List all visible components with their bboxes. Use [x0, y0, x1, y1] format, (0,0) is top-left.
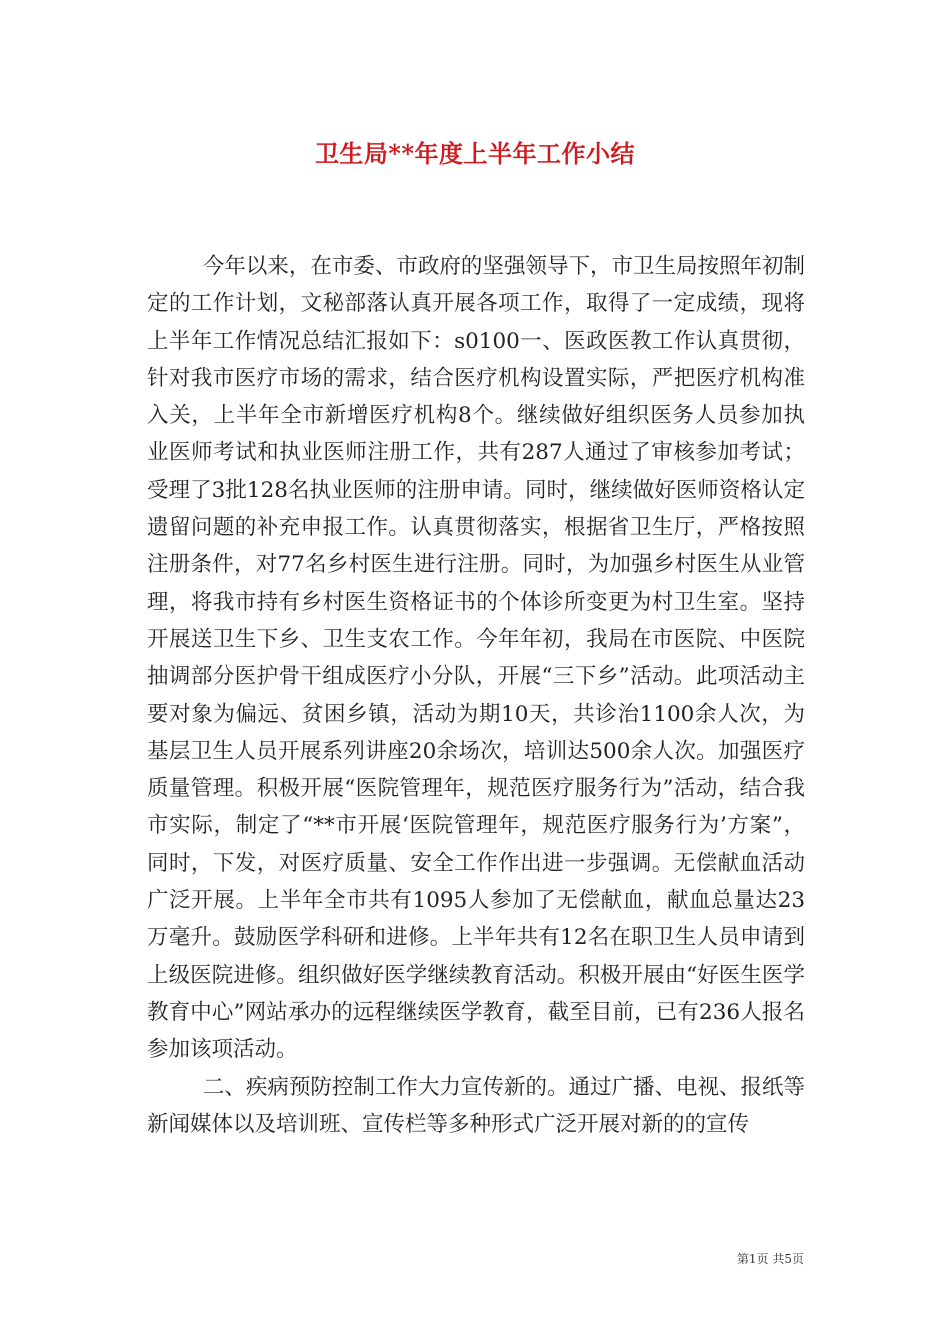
paragraph-1: 今年以来，在市委、市政府的坚强领导下，市卫生局按照年初制定的工作计划，文秘部落认真开展各项工作，取得了一定成绩，现将上半年工作情况总结汇报如下：s0100一、医政医教工作认真贯彻，针对我市医疗市场的需求，结合医疗机构设置实际，严把医疗机构准入关，上半年全市新增医疗机构8个。继续做好组织医务人员参加执业医师考试和执业医师注册工作，共有287人通过了审核参加考试；受理了3批128名执业医师的注册申请。同时，继续做好医师资格认定遗留问题的补充申报工作。认真贯彻落实，根据省卫生厅，严格按照注册条件，对77名乡村医生进行注册。同时，为加强乡村医生从业管理，将我市持有乡村医生资格证书的个体诊所变更为村卫生室。坚持开展送卫生下乡、卫生支农工作。今年年初，我局在市医院、中医院抽调部分医护骨干组成医疗小分队，开展“三下乡”活动。此项活动主要对象为偏远、贫困乡镇，活动为期10天，共诊治1100余人次，为基层卫生人员开展系列讲座20余场次，培训达500余人次。加强医疗质量管理。积极开展“医院管理年，规范医疗服务行为”活动，结合我市实际，制定了“**市开展‘医院管理年，规范医疗服务行为’方案”，同时，下发，对医疗质量、安全工作作出进一步强调。无偿献血活动广泛开展。上半年全市共有1095人参加了无偿献血，献血总量达23万毫升。鼓励医学科研和进修。上半年共有12名在职卫生人员申请到上级医院进修。组织做好医学继续教育活动。积极开展由“好医生医学教育中心”网站承办的远程继续医学教育，截至目前，已有236人报名参加该项活动。 — [147, 254, 805, 1063]
page-footer — [737, 1250, 804, 1267]
footer-total-pages: 5 — [784, 1252, 792, 1266]
paragraph-2: 二、疾病预防控制工作大力宣传新的。通过广播、电视、报纸等新闻媒体以及培训班、宣传栏等多种形式广泛开展对新的的宣传 — [147, 1074, 805, 1137]
footer-page-end: 页 — [791, 1252, 804, 1266]
footer-page-label: 第 — [736, 1252, 749, 1266]
document-body — [147, 248, 805, 1143]
footer-current-page: 1 — [748, 1252, 757, 1266]
document-title: 卫生局**年度上半年工作小结 — [314, 139, 636, 168]
footer-page-sep: 页 共 — [756, 1252, 785, 1266]
